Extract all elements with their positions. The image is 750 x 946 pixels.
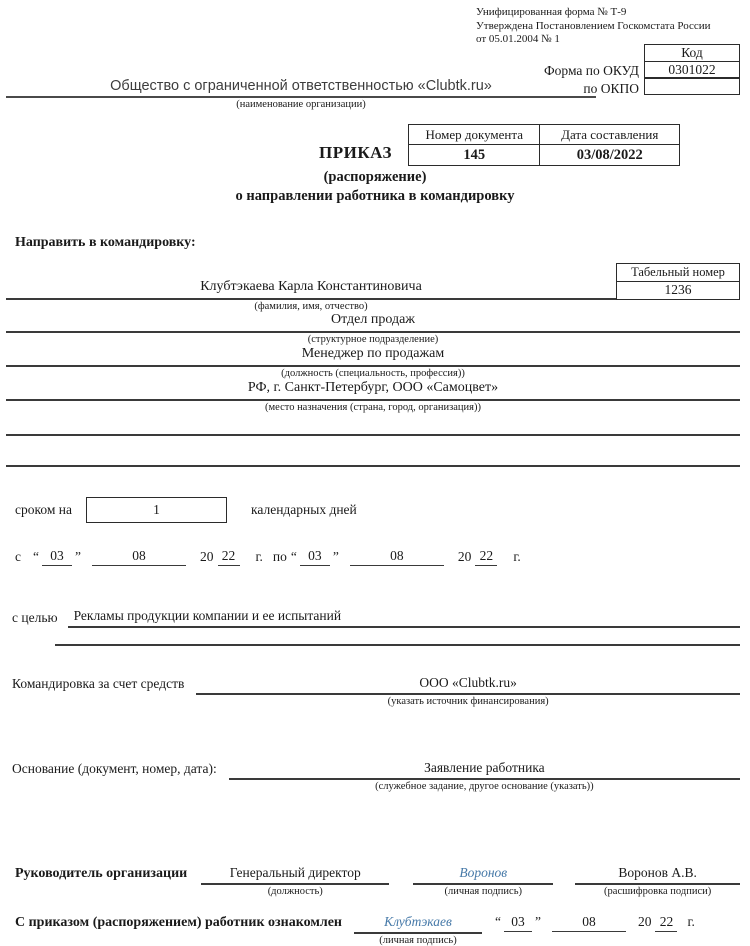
department-field: Отдел продаж — [6, 312, 740, 333]
okud-label: Форма по ОКУД — [543, 63, 639, 78]
order-description: о направлении работника в командировку — [235, 188, 515, 204]
date-to-day: 03 — [300, 547, 330, 566]
quote-open: “ — [494, 913, 501, 929]
head-name-value: Воронов А.В. — [575, 864, 740, 885]
duration-label: сроком на — [15, 501, 72, 517]
date-from-label: с — [15, 548, 21, 564]
quote-close: ” — [534, 913, 541, 929]
basis-col — [229, 759, 740, 792]
employee-name-row — [6, 263, 740, 300]
personnel-number-value: 1236 — [616, 281, 740, 300]
quote-open: “ — [290, 548, 297, 564]
head-name-caption: (расшифровка подписи) — [604, 885, 712, 897]
head-name-col — [575, 864, 740, 897]
basis-field: Заявление работника — [229, 759, 740, 780]
okud-code-cell: 0301022 — [644, 61, 740, 79]
employee-name-caption: (фамилия, имя, отчество) — [254, 300, 368, 312]
position-caption: (должность (специальность, профессия)) — [281, 367, 465, 379]
ack-date-month: 08 — [552, 913, 626, 932]
destination-field: РФ, г. Санкт-Петербург, ООО «Самоцвет» — [6, 380, 740, 401]
code-header-cell: Код — [644, 44, 740, 62]
duration-suffix: календарных дней — [251, 501, 357, 517]
employee-name-field: Клубтэкаева Карла Константиновича — [6, 279, 616, 300]
basis-caption: (служебное задание, другое основание (указать)) — [375, 780, 594, 792]
organization-name-field: Общество с ограниченной ответственностью «Clubtk.ru» — [6, 78, 596, 98]
personnel-number-table — [616, 263, 740, 300]
year-suffix: г. — [513, 548, 521, 564]
compose-date-header: Дата составления — [540, 125, 680, 145]
head-signature-row — [15, 864, 740, 897]
order-title: ПРИКАЗ — [319, 143, 392, 162]
purpose-row — [12, 608, 740, 628]
purpose-label: с целью — [12, 609, 58, 625]
position-field: Менеджер по продажам — [6, 346, 740, 367]
organization-caption: (наименование организации) — [236, 99, 366, 110]
document-number-value: 145 — [409, 145, 540, 166]
head-position-caption: (должность) — [267, 885, 323, 897]
okpo-code-cell — [644, 77, 740, 95]
ack-label: С приказом (распоряжением) работник ознакомлен — [15, 914, 342, 930]
duration-row — [15, 497, 750, 523]
form-note — [476, 6, 711, 47]
quote-close: ” — [332, 548, 339, 564]
form-note-line: Унифицированная форма № Т-9 — [476, 6, 627, 18]
purpose-field: Рекламы продукции компании и ее испытаний — [68, 608, 740, 628]
employee-name-caption-row — [6, 301, 740, 312]
code-table — [644, 44, 740, 95]
empty-field-line — [6, 414, 740, 436]
funding-row — [12, 674, 740, 707]
ack-date-day: 03 — [504, 913, 532, 932]
head-signature-col — [413, 864, 553, 897]
quote-open: “ — [33, 548, 39, 564]
form-note-line: Утверждена Постановлением Госкомстата России — [476, 19, 711, 32]
date-from-year: 22 — [218, 547, 240, 566]
ack-date-year: 22 — [655, 913, 677, 932]
destination-block — [6, 380, 740, 414]
position-block — [6, 346, 740, 380]
basis-row — [12, 759, 740, 792]
doc-number-table — [408, 124, 680, 166]
purpose-extra-line — [55, 628, 740, 646]
send-heading: Направить в командировку: — [15, 235, 196, 250]
date-to-month: 08 — [350, 547, 444, 566]
document-number-header: Номер документа — [409, 125, 540, 145]
ack-year-suffix: г. — [687, 913, 695, 929]
destination-caption: (место назначения (страна, город, организация)) — [265, 401, 481, 413]
okpo-label: по ОКПО — [583, 81, 639, 96]
date-to-year: 22 — [475, 547, 497, 566]
funding-field: ООО «Clubtk.ru» — [196, 674, 740, 695]
employee-signature-col — [354, 913, 482, 946]
date-to-label: по — [272, 548, 287, 564]
form-note-line: от 05.01.2004 № 1 — [476, 33, 560, 45]
trip-dates-row — [15, 547, 750, 566]
funding-caption: (указать источник финансирования) — [387, 695, 549, 707]
date-to-century: 20 — [457, 548, 472, 564]
head-position-col — [201, 864, 389, 897]
duration-days-box: 1 — [86, 497, 227, 523]
ack-date-century: 20 — [637, 913, 652, 929]
employee-signature-caption: (личная подпись) — [379, 934, 457, 946]
organization-block — [6, 78, 596, 110]
title-row — [0, 124, 680, 166]
compose-date-value: 03/08/2022 — [540, 145, 680, 166]
head-position-value: Генеральный директор — [201, 864, 389, 885]
head-label: Руководитель организации — [15, 865, 188, 881]
head-signature-caption: (личная подпись) — [444, 885, 522, 897]
employee-signature: Клубтэкаев — [354, 913, 482, 934]
head-signature: Воронов — [413, 864, 553, 885]
funding-label: Командировка за счет средств — [12, 675, 185, 691]
order-subtitle: (распоряжение) — [323, 169, 427, 185]
date-from-century: 20 — [200, 548, 214, 564]
funding-col — [196, 674, 740, 707]
date-from-month: 08 — [92, 547, 186, 566]
year-suffix: г. — [255, 548, 263, 564]
date-from-day: 03 — [42, 547, 72, 566]
department-block — [6, 312, 740, 346]
basis-label: Основание (документ, номер, дата): — [12, 760, 217, 776]
department-caption: (структурное подразделение) — [307, 333, 439, 345]
quote-close: ” — [75, 548, 81, 564]
ack-row — [15, 913, 740, 946]
personnel-number-header: Табельный номер — [616, 263, 740, 282]
empty-field-line — [6, 436, 740, 467]
ack-date-group — [492, 913, 695, 932]
